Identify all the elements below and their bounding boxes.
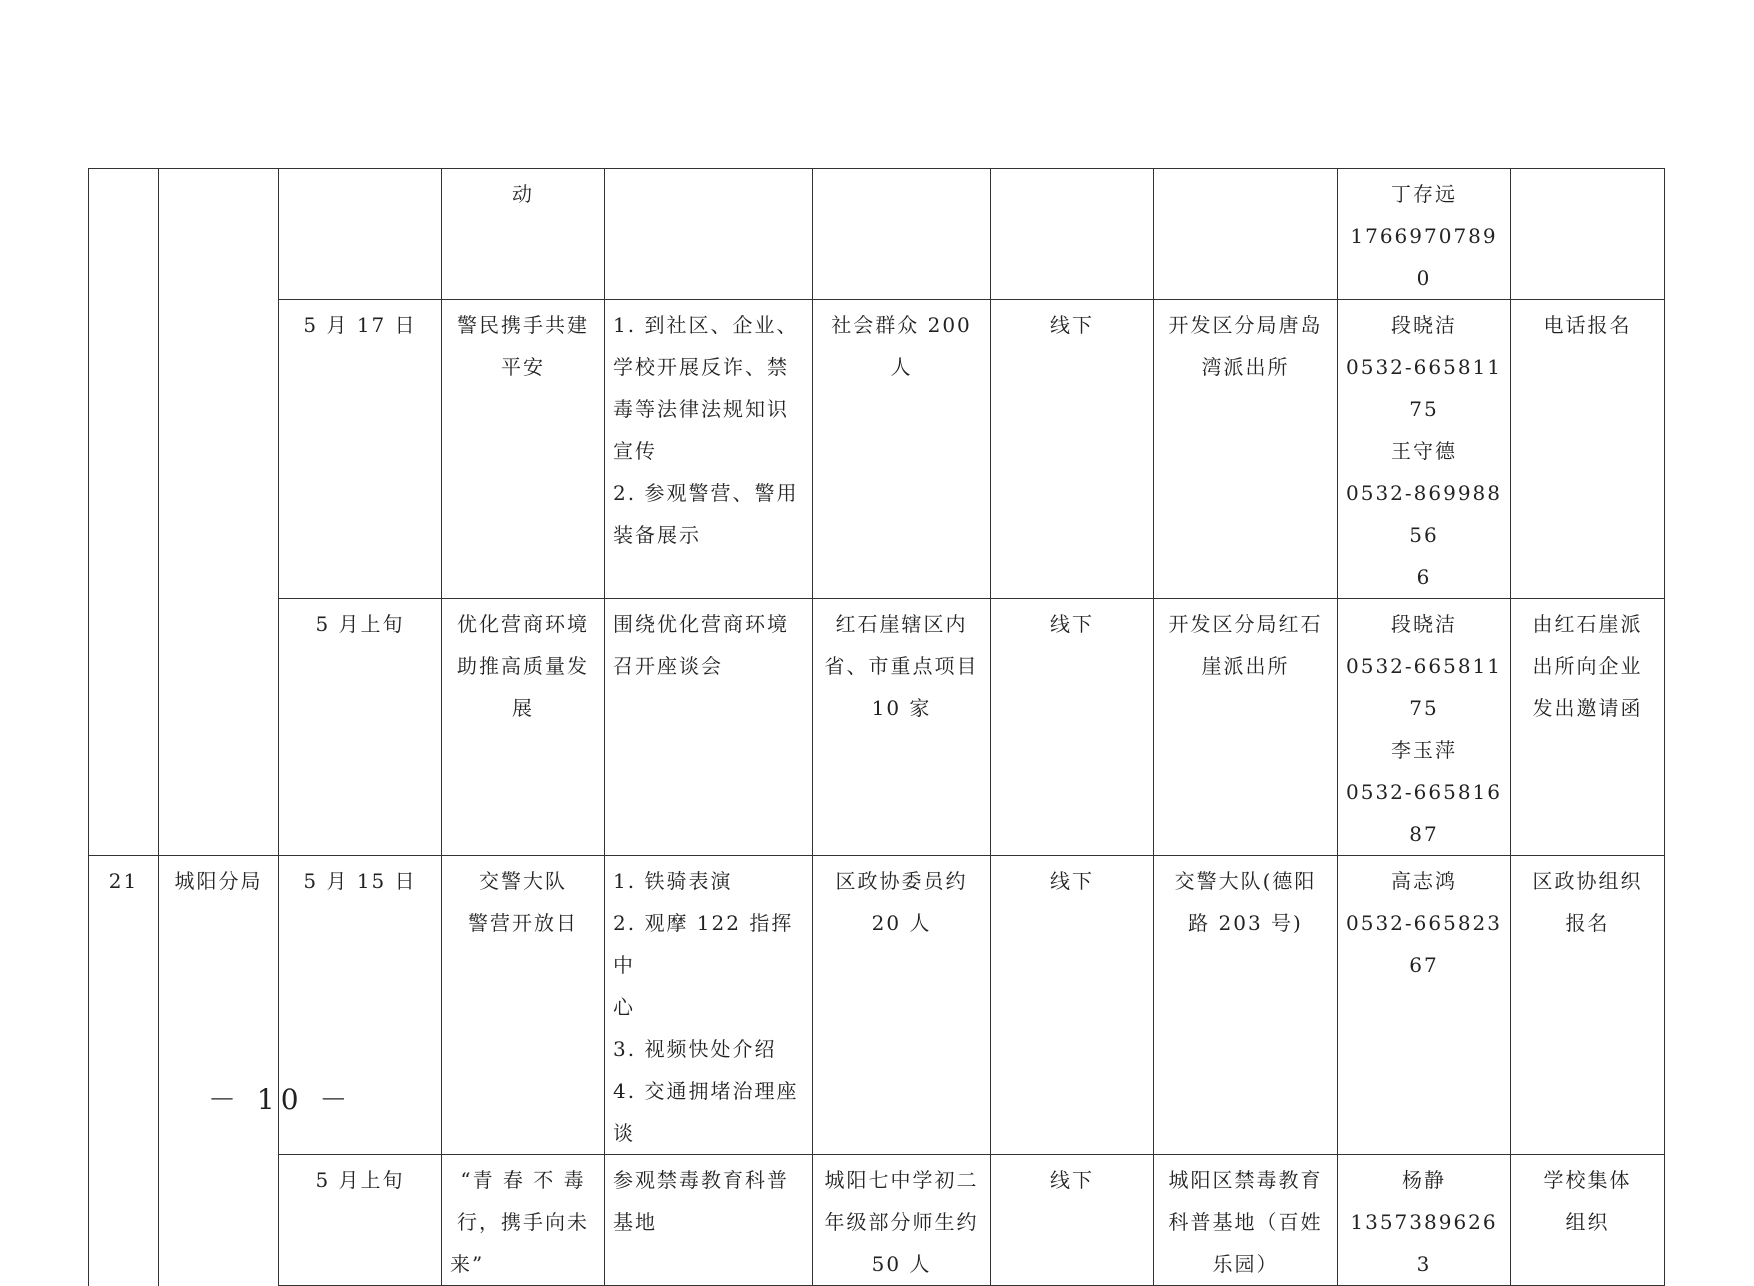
location-line: 开发区分局红石 bbox=[1168, 612, 1323, 636]
contact-line: 17669707890 bbox=[1350, 224, 1498, 290]
contact-cell bbox=[1338, 300, 1511, 599]
unit-cell: 城阳分局 bbox=[159, 856, 279, 1286]
contact-line: 李玉萍 bbox=[1391, 738, 1457, 762]
content-cell bbox=[605, 300, 813, 599]
participants-line: 10 家 bbox=[871, 696, 932, 720]
content-line: 2. 观摩 122 指挥中 bbox=[613, 911, 794, 977]
contact-line: 0532-66582367 bbox=[1346, 911, 1503, 977]
content-line: 1. 铁骑表演 bbox=[613, 869, 733, 893]
activity-cell bbox=[442, 169, 605, 300]
location-cell bbox=[1154, 300, 1338, 599]
mode-cell: 线下 bbox=[991, 300, 1154, 599]
content-line: 4. 交通拥堵治理座 bbox=[613, 1079, 799, 1103]
table-row bbox=[89, 1155, 1665, 1286]
contact-cell bbox=[1338, 169, 1511, 300]
participants-line: 区政协委员约 bbox=[835, 869, 968, 893]
activity-cell bbox=[442, 599, 605, 856]
participants-line: 红石崖辖区内 bbox=[835, 612, 968, 636]
contact-cell bbox=[1338, 599, 1511, 856]
mode-cell: 线下 bbox=[991, 856, 1154, 1155]
content-cell bbox=[605, 1155, 813, 1286]
location-cell bbox=[1154, 599, 1338, 856]
signup-line: 出所向企业 bbox=[1532, 654, 1643, 678]
content-line: 围绕优化营商环境 bbox=[613, 612, 789, 636]
activity-line: 警民携手共建 bbox=[457, 313, 589, 337]
activity-cell bbox=[442, 1155, 605, 1286]
signup-line: 电话报名 bbox=[1543, 313, 1632, 337]
participants-line: 城阳七中学初二 bbox=[824, 1168, 979, 1192]
signup-cell bbox=[1511, 599, 1665, 856]
participants-cell bbox=[813, 169, 991, 300]
signup-cell bbox=[1511, 1155, 1665, 1286]
contact-line: 丁存远 bbox=[1391, 182, 1457, 206]
activity-line: 助推高质量发 bbox=[457, 654, 589, 678]
content-line: 心 bbox=[613, 995, 635, 1019]
contact-cell bbox=[1338, 856, 1511, 1155]
content-cell bbox=[605, 856, 813, 1155]
content-line: 2. 参观警营、警用 bbox=[613, 481, 799, 505]
participants-cell bbox=[813, 599, 991, 856]
location-line: 交警大队(德阳 bbox=[1174, 869, 1317, 893]
content-line: 宣传 bbox=[613, 439, 657, 463]
date-cell: 5 月上旬 bbox=[279, 599, 442, 856]
activity-line: 动 bbox=[512, 182, 534, 206]
date-cell: 5 月上旬 bbox=[279, 1155, 442, 1286]
location-cell bbox=[1154, 856, 1338, 1155]
participants-line: 年级部分师生约 bbox=[824, 1210, 979, 1234]
location-line: 崖派出所 bbox=[1201, 654, 1290, 678]
signup-line: 学校集体 bbox=[1543, 1168, 1632, 1192]
date-cell: 5 月 15 日 bbox=[279, 856, 442, 1155]
mode-cell: 线下 bbox=[991, 599, 1154, 856]
table-row bbox=[89, 169, 1665, 300]
participants-line: 50 人 bbox=[871, 1252, 932, 1276]
table-row bbox=[89, 599, 1665, 856]
activity-schedule-table bbox=[88, 168, 1665, 1286]
participants-line: 省、市重点项目 bbox=[824, 654, 979, 678]
date-cell: 5 月 17 日 bbox=[279, 300, 442, 599]
activity-cell bbox=[442, 300, 605, 599]
activity-line: 警营开放日 bbox=[468, 911, 578, 935]
content-line: 参观禁毒教育科普 bbox=[613, 1168, 789, 1192]
contact-line: 0532-66581687 bbox=[1346, 780, 1503, 846]
activity-line: 展 bbox=[512, 696, 534, 720]
location-line: 乐园） bbox=[1212, 1252, 1279, 1276]
content-cell bbox=[605, 169, 813, 300]
signup-line: 区政协组织 bbox=[1532, 869, 1643, 893]
unit-cell bbox=[159, 169, 279, 856]
contact-line: 0532-86998856 bbox=[1346, 481, 1503, 547]
signup-line: 由红石崖派 bbox=[1532, 612, 1643, 636]
content-line: 3. 视频快处介绍 bbox=[613, 1037, 777, 1061]
participants-cell bbox=[813, 300, 991, 599]
activity-line: “青 春 不 毒 bbox=[460, 1168, 586, 1192]
participants-cell bbox=[813, 856, 991, 1155]
activity-line: 交警大队 bbox=[479, 869, 567, 893]
participants-line: 社会群众 200 人 bbox=[831, 313, 972, 379]
contact-line: 13573896263 bbox=[1350, 1210, 1498, 1276]
mode-cell: 线下 bbox=[991, 1155, 1154, 1286]
signup-line: 报名 bbox=[1565, 911, 1610, 935]
location-line: 湾派出所 bbox=[1201, 355, 1290, 379]
signup-cell bbox=[1511, 856, 1665, 1155]
contact-cell bbox=[1338, 1155, 1511, 1286]
location-cell bbox=[1154, 169, 1338, 300]
contact-line: 王守德 bbox=[1391, 439, 1457, 463]
location-line: 科普基地（百姓 bbox=[1168, 1210, 1323, 1234]
contact-line: 高志鸿 bbox=[1391, 869, 1457, 893]
signup-line: 组织 bbox=[1565, 1210, 1610, 1234]
content-line: 召开座谈会 bbox=[613, 654, 723, 678]
content-line: 基地 bbox=[613, 1210, 657, 1234]
activity-line: 平安 bbox=[501, 355, 545, 379]
signup-line: 发出邀请函 bbox=[1532, 696, 1643, 720]
participants-line: 20 人 bbox=[871, 911, 932, 935]
activity-line: 行，携手向未 bbox=[457, 1210, 589, 1234]
contact-line: 0532-66581175 bbox=[1346, 355, 1503, 421]
participants-cell bbox=[813, 1155, 991, 1286]
no-cell bbox=[89, 169, 159, 856]
content-line: 毒等法律法规知识 bbox=[613, 397, 789, 421]
table-row bbox=[89, 300, 1665, 599]
contact-line: 杨静 bbox=[1402, 1168, 1446, 1192]
page-number: － 10 － bbox=[208, 1083, 354, 1116]
activity-line: 来” bbox=[450, 1252, 485, 1276]
date-cell bbox=[279, 169, 442, 300]
activity-line: 优化营商环境 bbox=[457, 612, 589, 636]
no-cell: 21 bbox=[89, 856, 159, 1286]
contact-line: 6 bbox=[1416, 565, 1432, 589]
mode-cell bbox=[991, 169, 1154, 300]
location-line: 城阳区禁毒教育 bbox=[1168, 1168, 1323, 1192]
signup-cell bbox=[1511, 300, 1665, 599]
content-line: 学校开展反诈、禁 bbox=[613, 355, 789, 379]
contact-line: 0532-66581175 bbox=[1346, 654, 1503, 720]
location-cell bbox=[1154, 1155, 1338, 1286]
location-line: 开发区分局唐岛 bbox=[1168, 313, 1323, 337]
signup-cell bbox=[1511, 169, 1665, 300]
contact-line: 段晓洁 bbox=[1391, 313, 1457, 337]
location-line: 路 203 号) bbox=[1188, 911, 1303, 935]
content-line: 装备展示 bbox=[613, 523, 701, 547]
content-cell bbox=[605, 599, 813, 856]
content-line: 谈 bbox=[613, 1121, 635, 1145]
activity-cell bbox=[442, 856, 605, 1155]
content-line: 1. 到社区、企业、 bbox=[613, 313, 799, 337]
contact-line: 段晓洁 bbox=[1391, 612, 1457, 636]
